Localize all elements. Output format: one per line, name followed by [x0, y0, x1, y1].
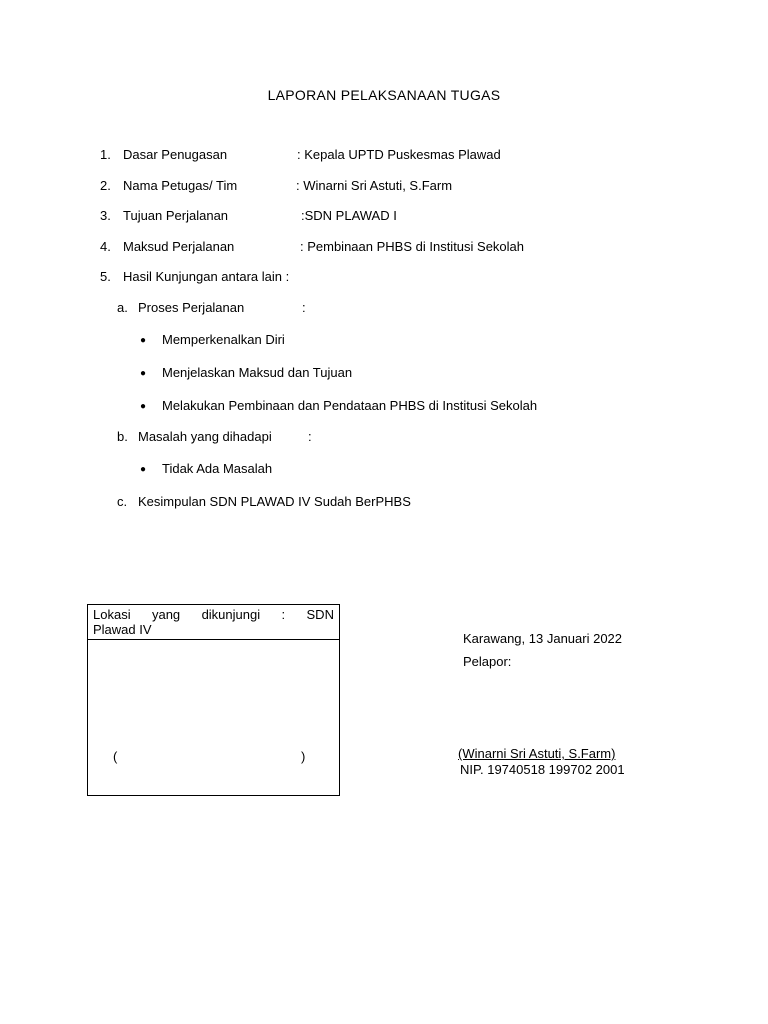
location-word: yang [151, 607, 181, 622]
bullet-icon: ● [140, 464, 147, 475]
item-3-number: 3. [100, 208, 111, 223]
bullet-icon: ● [140, 335, 147, 346]
location-label-line [93, 607, 334, 622]
signature-paren-close: ) [301, 749, 306, 764]
location-value: Plawad IV [93, 622, 152, 637]
signature-paren-open: ( [113, 749, 118, 764]
sub-a-bullet-2: Menjelaskan Maksud dan Tujuan [162, 365, 353, 380]
sub-b-letter: b. [117, 429, 128, 444]
item-2-label: Nama Petugas/ Tim [123, 178, 238, 193]
item-4-label: Maksud Perjalanan [123, 239, 235, 254]
sub-a-label: Proses Perjalanan [138, 300, 245, 315]
location-word: Lokasi [93, 607, 131, 622]
place-date: Karawang, 13 Januari 2022 [463, 631, 623, 646]
item-1-label: Dasar Penugasan [123, 147, 228, 162]
sub-a-bullet-3: Melakukan Pembinaan dan Pendataan PHBS di Institusi Sekolah [162, 398, 538, 413]
reporter-role: Pelapor: [463, 654, 512, 669]
item-4-number: 4. [100, 239, 111, 254]
location-box-header [88, 605, 339, 640]
item-5-label: Hasil Kunjungan antara lain : [123, 269, 290, 284]
sub-c-letter: c. [117, 494, 128, 509]
item-3-value: :SDN PLAWAD I [301, 208, 397, 223]
location-box [87, 604, 340, 796]
reporter-nip: NIP. 19740518 199702 2001 [460, 762, 625, 777]
bullet-icon: ● [140, 401, 147, 412]
item-5-number: 5. [100, 269, 111, 284]
sub-b-colon: : [308, 429, 312, 444]
sub-a-letter: a. [117, 300, 128, 315]
item-3-label: Tujuan Perjalanan [123, 208, 229, 223]
reporter-name: (Winarni Sri Astuti, S.Farm) [458, 746, 616, 761]
item-4-value: : Pembinaan PHBS di Institusi Sekolah [300, 239, 525, 254]
document-title: LAPORAN PELAKSANAAN TUGAS [267, 87, 501, 103]
item-1-number: 1. [100, 147, 111, 162]
location-word: SDN [306, 607, 334, 622]
item-1-value: : Kepala UPTD Puskesmas Plawad [297, 147, 501, 162]
location-word: dikunjungi [201, 607, 261, 622]
sub-b-bullet-1: Tidak Ada Masalah [162, 461, 273, 476]
sub-a-bullet-1: Memperkenalkan Diri [162, 332, 285, 347]
location-word: : [281, 607, 286, 622]
sub-a-colon: : [302, 300, 306, 315]
sub-b-label: Masalah yang dihadapi [138, 429, 272, 444]
item-2-value: : Winarni Sri Astuti, S.Farm [296, 178, 453, 193]
sub-c-label: Kesimpulan SDN PLAWAD IV Sudah BerPHBS [138, 494, 411, 509]
bullet-icon: ● [140, 368, 147, 379]
item-2-number: 2. [100, 178, 111, 193]
